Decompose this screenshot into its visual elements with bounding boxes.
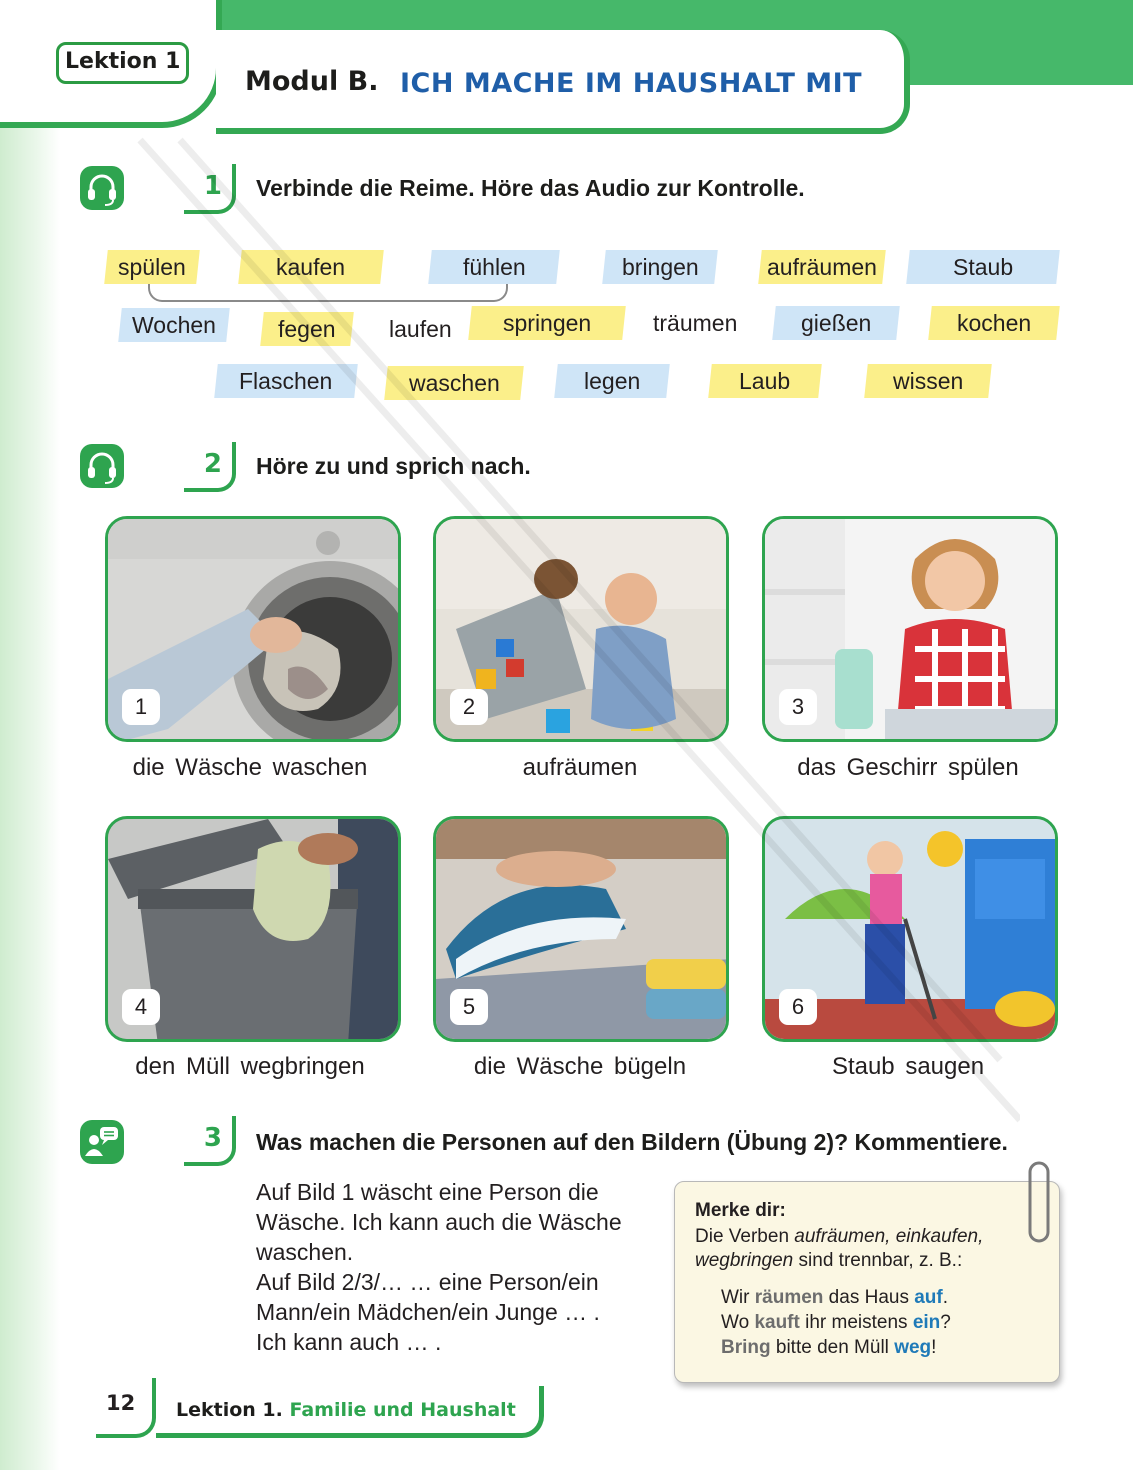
photo-girl-dishes xyxy=(762,516,1058,742)
rhyme-word[interactable]: legen xyxy=(554,364,670,398)
rhyme-word[interactable]: bringen xyxy=(602,250,718,284)
picture-number-badge: 2 xyxy=(450,689,488,725)
merke-example-1: Wir räumen das Haus auf. xyxy=(721,1287,949,1308)
text-line: Auf Bild 1 wäscht eine Person die xyxy=(256,1179,599,1205)
exercise-3-text xyxy=(256,1177,644,1357)
rhyme-word[interactable]: springen xyxy=(468,306,626,340)
text-line: Wäsche. Ich kann auch die Wäsche xyxy=(256,1209,622,1235)
photo-child-tidying xyxy=(433,516,729,742)
rhyme-word[interactable]: fühlen xyxy=(428,250,560,284)
merke-rule-line-1: Die Verben aufräumen, einkaufen, xyxy=(695,1226,984,1247)
picture-number-badge: 6 xyxy=(779,989,817,1025)
rhyme-word[interactable]: gießen xyxy=(772,306,900,340)
speech-icon[interactable] xyxy=(80,1120,124,1164)
text-line: Mann/ein Mädchen/ein Junge … . xyxy=(256,1299,600,1325)
paperclip-icon xyxy=(1022,1160,1056,1250)
text-line: Auf Bild 2/3/… … eine Person/ein xyxy=(256,1269,599,1295)
rhyme-word[interactable]: laufen xyxy=(388,316,452,342)
merke-box xyxy=(674,1181,1060,1383)
rhyme-word[interactable]: Staub xyxy=(906,250,1060,284)
merke-example-3: Bring bitte den Müll weg! xyxy=(721,1337,937,1358)
rhyme-word[interactable]: Flaschen xyxy=(214,364,358,398)
headphones-icon[interactable] xyxy=(80,444,124,488)
exercise-3-instruction: Was machen die Personen auf den Bildern (Übung 2)? Kommentiere. xyxy=(256,1129,1008,1155)
photo-laundry-washing xyxy=(105,516,401,742)
lektion-label: Lektion 1 xyxy=(56,42,189,84)
rhyme-word[interactable]: spülen xyxy=(104,250,200,284)
photo-trash-bin xyxy=(105,816,401,1042)
picture-caption: das Geschirr spülen xyxy=(797,754,1019,781)
picture-number-badge: 4 xyxy=(122,989,160,1025)
exercise-1-number: 1 xyxy=(184,164,236,214)
picture-number-badge: 5 xyxy=(450,989,488,1025)
exercise-2-instruction: Höre zu und sprich nach. xyxy=(256,453,531,479)
merke-example-2: Wo kauft ihr meistens ein? xyxy=(721,1312,951,1333)
exercise-3-number: 3 xyxy=(184,1116,236,1166)
side-gradient xyxy=(0,0,60,1470)
photo-vacuuming xyxy=(762,816,1058,1042)
exercise-2-number: 2 xyxy=(184,442,236,492)
photo-ironing xyxy=(433,816,729,1042)
picture-caption: Staub saugen xyxy=(831,1053,985,1080)
rhyme-word[interactable]: Wochen xyxy=(118,308,230,342)
modul-title: ICH MACHE IM HAUSHALT MIT xyxy=(400,68,863,99)
rhyme-word[interactable]: aufräumen xyxy=(758,250,886,284)
rhyme-word[interactable]: wissen xyxy=(864,364,992,398)
rhyme-word[interactable]: waschen xyxy=(384,366,524,400)
picture-caption: die Wäsche bügeln xyxy=(473,1053,687,1080)
rhyme-word[interactable]: Laub xyxy=(708,364,822,398)
page-number: 12 xyxy=(106,1391,136,1415)
headphones-icon[interactable] xyxy=(80,166,124,210)
footer-title: Lektion 1. Familie und Haushalt xyxy=(176,1399,516,1421)
rhyme-word[interactable]: kochen xyxy=(928,306,1060,340)
picture-number-badge: 3 xyxy=(779,689,817,725)
text-line: Ich kann auch … . xyxy=(256,1329,442,1355)
picture-caption: die Wäsche waschen xyxy=(132,754,368,781)
picture-number-badge: 1 xyxy=(122,689,160,725)
rhyme-word[interactable]: kaufen xyxy=(238,250,384,284)
merke-title: Merke dir: xyxy=(695,1200,786,1221)
rhyme-word[interactable]: fegen xyxy=(260,312,354,346)
text-line: waschen. xyxy=(256,1239,354,1265)
exercise-1-instruction: Verbinde die Reime. Höre das Audio zur Kontrolle. xyxy=(256,175,805,201)
rhyme-word[interactable]: träumen xyxy=(652,310,738,336)
merke-rule-line-2: wegbringen sind trennbar, z. B.: xyxy=(695,1250,963,1271)
picture-caption: den Müll wegbringen xyxy=(135,1053,365,1080)
modul-label: Modul B. xyxy=(245,66,379,97)
picture-caption: aufräumen xyxy=(522,754,638,781)
